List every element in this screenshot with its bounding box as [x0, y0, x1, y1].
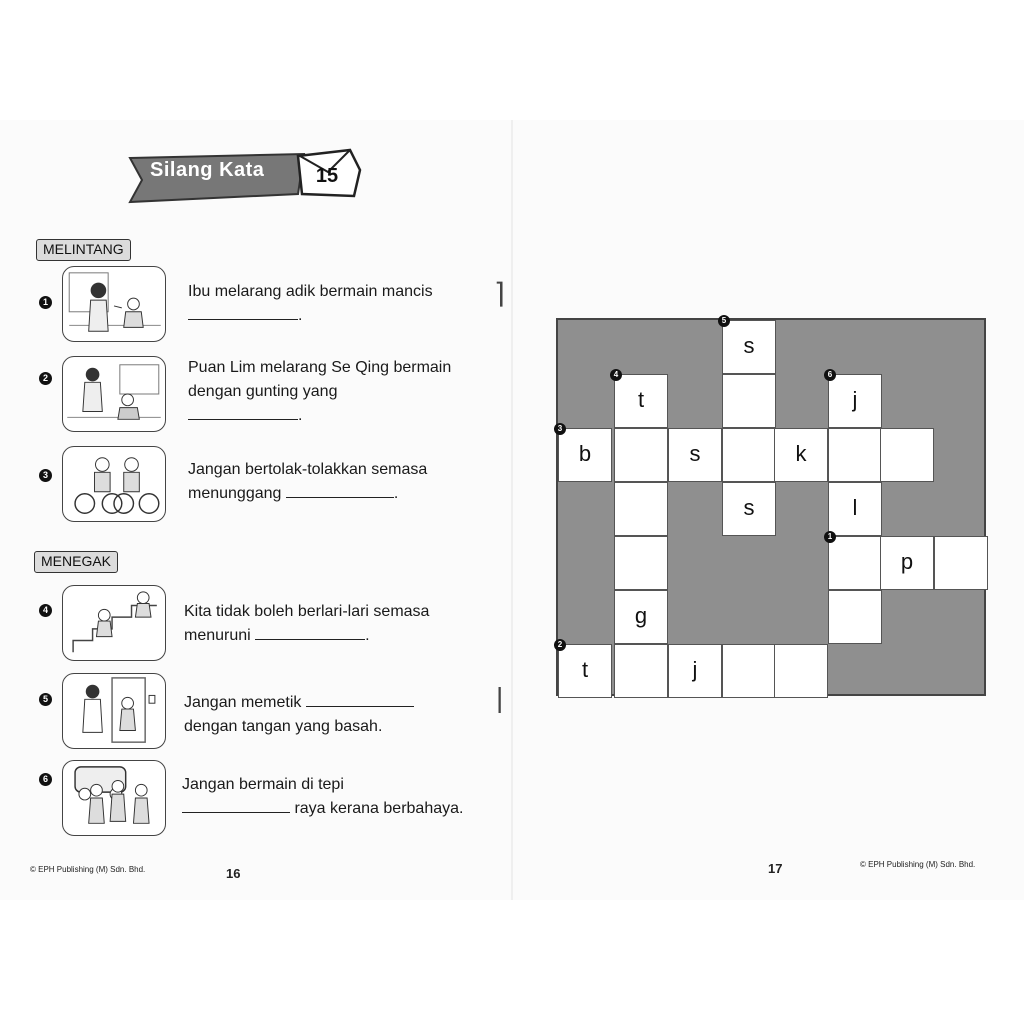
title-banner [128, 142, 364, 206]
clue-4-picture [62, 585, 166, 661]
crossword-cell[interactable] [828, 428, 882, 482]
crossword-cell[interactable] [722, 482, 776, 536]
cell-number: 4 [610, 369, 622, 381]
binding-mark-bottom: | [496, 682, 504, 713]
crossword-cell[interactable] [774, 644, 828, 698]
cell-letter: l [852, 495, 858, 520]
cell-number: 1 [824, 531, 836, 543]
clue-2-text [188, 356, 488, 428]
cell-letter: s [743, 495, 755, 520]
cell-letter: s [689, 441, 701, 466]
clue-3-end: . [393, 485, 399, 502]
title-number: 15 [315, 165, 339, 187]
crossword-cell[interactable] [880, 428, 934, 482]
clue-1-text [188, 280, 488, 328]
cell-letter: g [634, 603, 648, 628]
clue-4-blank[interactable] [255, 624, 365, 640]
right-copyright: © EPH Publishing (M) Sdn. Bhd. [860, 860, 976, 869]
clue-4-prompt: Kita tidak boleh berlari-lari semasa menuruni [184, 603, 430, 644]
crossword-cell[interactable] [614, 536, 668, 590]
left-page-number: 16 [226, 866, 241, 881]
crossword-cell[interactable] [722, 644, 776, 698]
right-page-number: 17 [768, 861, 783, 876]
clue-2-end: . [298, 407, 303, 424]
cell-letter: s [743, 333, 755, 358]
crossword-cell[interactable] [827, 370, 882, 428]
clue-5-blank[interactable] [306, 691, 414, 707]
cell-number: 6 [824, 369, 836, 381]
clue-6-number: 6 [39, 773, 52, 786]
clue-5-picture [62, 673, 166, 749]
clue-2-prompt: Puan Lim melarang Se Qing bermain dengan gunting yang [188, 359, 452, 400]
cell-letter: t [637, 387, 645, 412]
cell-number: 5 [718, 315, 730, 327]
crossword-cell[interactable] [828, 590, 882, 644]
cell-letter: p [900, 549, 914, 574]
clue-5-prompt: Jangan memetik [184, 694, 302, 711]
clue-6-picture [62, 760, 166, 836]
clue-3-blank[interactable] [286, 482, 394, 498]
clue-1-picture [62, 266, 166, 342]
crossword-cell[interactable] [614, 482, 668, 536]
clue-6-blank[interactable] [182, 797, 290, 813]
cell-letter: j [852, 387, 858, 412]
clue-1-blank[interactable] [188, 304, 298, 320]
cell-letter: t [581, 657, 589, 682]
binding-mark-top: ⌉ [494, 278, 505, 309]
clue-1-end: . [298, 307, 303, 324]
clue-3-number: 3 [39, 469, 52, 482]
crossword-cell[interactable] [613, 370, 668, 428]
children-switch-icon [63, 674, 165, 748]
crossword-grid [556, 318, 986, 696]
crossword-cell[interactable] [557, 640, 612, 698]
teacher-child-scissors-icon [63, 357, 165, 431]
crossword-cell[interactable] [827, 532, 882, 590]
children-stairs-icon [63, 586, 165, 660]
clue-2-picture [62, 356, 166, 432]
cell-letter: b [578, 441, 592, 466]
title-label: Silang Kata [150, 159, 265, 181]
crossword-cell[interactable] [722, 428, 776, 482]
crossword-cell[interactable] [614, 428, 668, 482]
crossword-cell[interactable] [614, 644, 668, 698]
clue-5-number: 5 [39, 693, 52, 706]
crossword-cell[interactable] [614, 590, 668, 644]
crossword-cell[interactable] [934, 536, 988, 590]
clue-2-blank[interactable] [188, 404, 298, 420]
crossword-cell[interactable] [774, 428, 828, 482]
clue-3-prompt: Jangan bertolak-tolakkan semasa menunggang [188, 461, 428, 502]
crossword-cell[interactable] [880, 536, 934, 590]
crossword-cell[interactable] [722, 374, 776, 428]
clue-1-number: 1 [39, 296, 52, 309]
left-copyright: © EPH Publishing (M) Sdn. Bhd. [30, 865, 146, 874]
children-roadside-icon [63, 761, 165, 835]
clue-5-text [184, 691, 484, 739]
crossword-cell[interactable] [668, 428, 722, 482]
clue-6-text [182, 773, 482, 821]
clue-2-number: 2 [39, 372, 52, 385]
clue-3-text [188, 458, 488, 506]
section-down-label: MENEGAK [34, 551, 118, 573]
crossword-cell[interactable] [668, 644, 722, 698]
clue-6-prompt: Jangan bermain di tepi [182, 776, 344, 793]
cell-number: 3 [554, 423, 566, 435]
clue-4-number: 4 [39, 604, 52, 617]
cell-letter: j [692, 657, 698, 682]
clue-4-text [184, 600, 484, 648]
clue-6-end: raya kerana berbahaya. [294, 800, 464, 817]
crossword-cell[interactable] [557, 424, 612, 482]
section-across-label: MELINTANG [36, 239, 131, 261]
cell-number: 2 [554, 639, 566, 651]
cell-letter: k [795, 441, 807, 466]
crossword-cell[interactable] [828, 482, 882, 536]
clue-5-end: dengan tangan yang basah. [184, 718, 383, 735]
clue-4-end: . [365, 627, 370, 644]
clue-3-picture [62, 446, 166, 522]
children-bicycles-icon [63, 447, 165, 521]
clue-1-prompt: Ibu melarang adik bermain mancis [188, 283, 433, 300]
crossword-cell[interactable] [721, 316, 776, 374]
mother-child-matches-icon [63, 267, 165, 341]
book-spine [511, 120, 513, 900]
